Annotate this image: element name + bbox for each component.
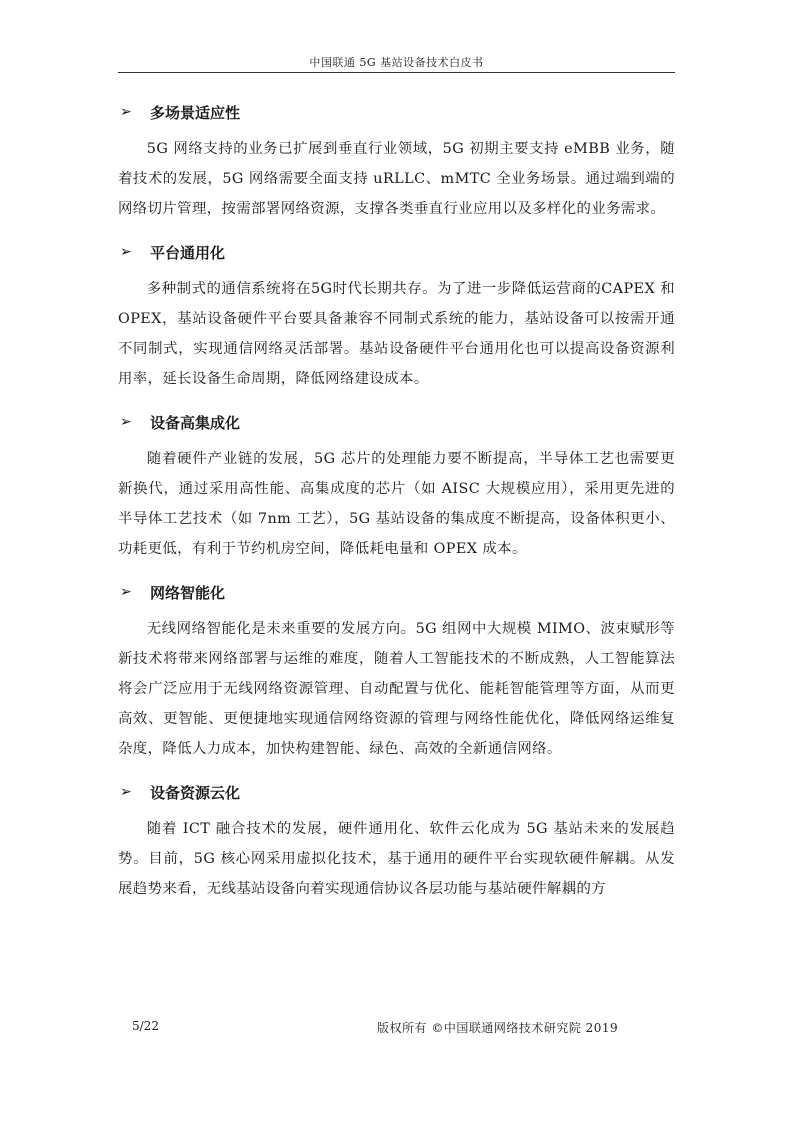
section-network-intelligence [118,578,675,764]
page-header-title: 中国联通 5G 基站设备技术白皮书 [309,56,484,69]
arrow-bullet-icon: ➢ [120,414,132,430]
section-heading [118,238,675,266]
header-divider [118,72,675,73]
section-platform-generalization [118,238,675,394]
section-paragraph: 随着 ICT 融合技术的发展，硬件通用化、软件云化成为 5G 基站未来的发展趋势。目前，5G 核心网采用虚拟化技术，基于通用的硬件平台实现软硬件解耦。从发展趋势来看，无线基站设备向着实现通信协议各层功能与基站硬件解耦的方 [118,821,675,897]
section-heading [118,578,675,606]
section-heading [118,778,675,806]
section-heading [118,408,675,436]
section-multi-scenario [118,98,675,224]
section-heading-text: 设备高集成化 [150,413,241,432]
document-body [118,98,675,918]
arrow-bullet-icon: ➢ [120,584,132,600]
page-number: 5/22 [132,1019,159,1033]
section-heading [118,98,675,126]
section-paragraph: 多种制式的通信系统将在5G时代长期共存。为了进一步降低运营商的CAPEX 和 OPEX，基站设备硬件平台要具备兼容不同制式系统的能力，基站设备可以按需开通不同制式，实现通信网络灵活部署。基站设备硬件平台通用化也可以提高设备资源利用率，延长设备生命周期，降低网络建设成本。 [118,281,675,387]
section-paragraph: 随着硬件产业链的发展，5G 芯片的处理能力要不断提高，半导体工艺也需要更新换代，通过采用高性能、高集成度的芯片（如 AISC 大规模应用），采用更先进的半导体工艺技术（如 7nm 工艺），5G 基站设备的集成度不断提高，设备体积更小、功耗更低，有利于节约机房空间，降低耗电量和 OPEX 成本。 [118,451,675,557]
arrow-bullet-icon: ➢ [120,104,132,120]
section-heading-text: 多场景适应性 [150,103,241,122]
section-heading-text: 平台通用化 [150,243,226,262]
section-paragraph: 无线网络智能化是未来重要的发展方向。5G 组网中大规模 MIMO、波束赋形等新技术将带来网络部署与运维的难度，随着人工智能技术的不断成熟，人工智能算法将会广泛应用于无线网络资源管理、自动配置与优化、能耗智能管理等方面，从而更高效、更智能、更便捷地实现通信网络资源的管理与网络性能优化，降低网络运维复杂度，降低人力成本，加快构建智能、绿色、高效的全新通信网络。 [118,621,675,757]
section-resource-cloudification [118,778,675,904]
arrow-bullet-icon: ➢ [120,784,132,800]
section-heading-text: 网络智能化 [150,583,226,602]
section-paragraph: 5G 网络支持的业务已扩展到垂直行业领域，5G 初期主要支持 eMBB 业务，随着技术的发展，5G 网络需要全面支持 uRLLC、mMTC 全业务场景。通过端到端的网络切片管理，按需部署网络资源，支撑各类垂直行业应用以及多样化的业务需求。 [118,141,675,217]
arrow-bullet-icon: ➢ [120,244,132,260]
copyright-notice: 版权所有 ©中国联通网络技术研究院 2019 [377,1021,619,1035]
section-high-integration [118,408,675,564]
section-heading-text: 设备资源云化 [150,783,241,802]
